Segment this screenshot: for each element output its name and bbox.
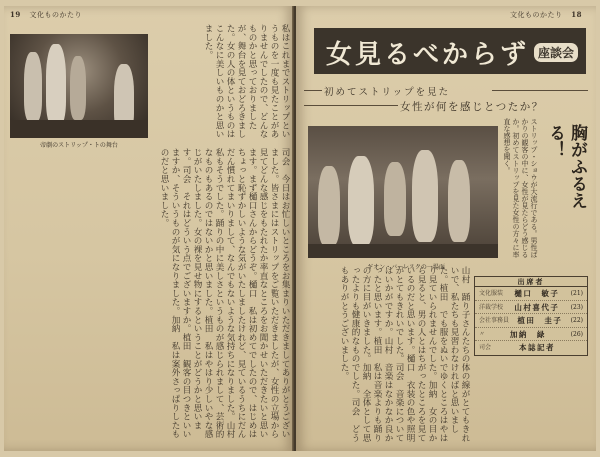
attendees-box xyxy=(474,276,588,356)
article-title-block xyxy=(314,28,586,74)
left-page xyxy=(4,6,294,451)
article-dek-line2: 女性が何を感じとつたか？ xyxy=(400,101,544,113)
left-stage-photo xyxy=(10,34,148,138)
article-title-badge: 座談会 xyxy=(534,43,578,62)
dek-rule-left xyxy=(304,90,322,91)
attendee-name: 樋口 敏子 xyxy=(514,289,560,298)
attendee-age: (21) xyxy=(570,290,583,297)
attendee-role: 洋裁学校 xyxy=(479,303,504,311)
attendee-row xyxy=(475,341,587,355)
right-page xyxy=(296,6,596,451)
attendee-role: 司会 xyxy=(479,344,492,351)
attendee-name: 加納 緑 xyxy=(509,329,546,339)
right-page-header xyxy=(510,10,588,20)
left-photo-caption: 帝劇のストリップ・トの舞台 xyxy=(40,142,118,149)
attendee-name: 山村喜代子 xyxy=(514,302,560,312)
article-title: 女見るべからず xyxy=(326,40,530,70)
attendee-row xyxy=(475,301,587,315)
attendee-row xyxy=(475,314,587,328)
attendees-heading: 出席者 xyxy=(475,277,587,287)
attendee-role: 〃 xyxy=(479,330,486,338)
dek-rule-lower xyxy=(304,105,398,106)
attendee-role: 会社事務員 xyxy=(479,317,510,324)
right-running-head: 文化ものかたり xyxy=(510,11,563,19)
attendee-row xyxy=(475,328,587,342)
attendee-role: 文化服装 xyxy=(479,290,504,297)
article-kicker: 胸がふるえる！ xyxy=(545,124,587,209)
left-body-text-top: 私はこれまでストリップというものを一度も見たことがありませんでしたので、どんなものかと思っておりましたが、舞台を見ておどろきました。女の人の体というものはこんなに美しいものかと思いました。 xyxy=(203,24,290,139)
right-body-text-lower: 山村 踊り子さんたちの体の線がとてもきれいで、私たちも見習わなければと思いました。植田 でも服をぬいでゆくところはやはり見ていられませんでした。加納 女の目から見ると、男の人とはちがったところを見ているのだと思います。樋口 衣装の色や照明がとてもきれいでした。司会 音楽についてはいかがですか。山村 音楽はなかなか良かったと思います。植田 私は音楽よりも踊りの方に目がいきました。加納 全体として思ったよりも健康的なものでした。司会 どうもありがとうございました。 xyxy=(339,266,470,442)
attendee-age: (23) xyxy=(570,303,583,311)
article-dek-line1: 初めてストリップを見た xyxy=(324,87,451,98)
burlesque-photo-caption: ギオン・バーレスクの一場面 xyxy=(367,264,445,271)
left-running-head: 文化ものかたり xyxy=(29,11,82,19)
attendee-age: (22) xyxy=(570,317,583,324)
attendee-name: 植田 圭子 xyxy=(517,316,563,325)
article-lead: ストリップ・ショウが大流行である。男性ばかりの観客の中に、女性が見たらどう感じるか。初めてストリップを見た女性の方々に率直な感想を聞く。 xyxy=(503,118,538,258)
left-page-header xyxy=(10,10,82,20)
attendee-age: (26) xyxy=(570,330,583,338)
right-page-number: 18 xyxy=(571,10,582,19)
dek-rule-mid xyxy=(492,90,588,91)
burlesque-stage-photo xyxy=(308,126,498,258)
attendee-row xyxy=(475,287,587,301)
left-body-text: 司会 今日はお忙しいところをお集まりいただきましてありがとうございました。皆さまにはストリップをご覧いただきましたが、女性の立場から見てどんな感じをもたれたか率直なところをお聞かせいただきたいと思います。まず樋口さんからどうぞ。樋口 私は初めてでしたので、はじめはちょっと恥ずかしいような気がいたしましたけれど、見ているうちにだんだん慣れてまいりまして、なんでもないような気持ちになりました。山村 私もそうでした。踊りの中に美しさというものが感じられまして、芸術的なものもあるのではないかと思いました。植田 私はやはり少しいやな感じがいたしました。女の裸を見せ物にするということがどうかと思います。司会 それはどういう点でございますか。植田 観客の目つきといいますか、そういうものが気になりました。加納 私は案外さっぱりしたものだと思いました。 xyxy=(159,148,290,448)
left-page-number: 19 xyxy=(10,10,21,19)
attendee-name: 本誌記者 xyxy=(519,343,555,352)
